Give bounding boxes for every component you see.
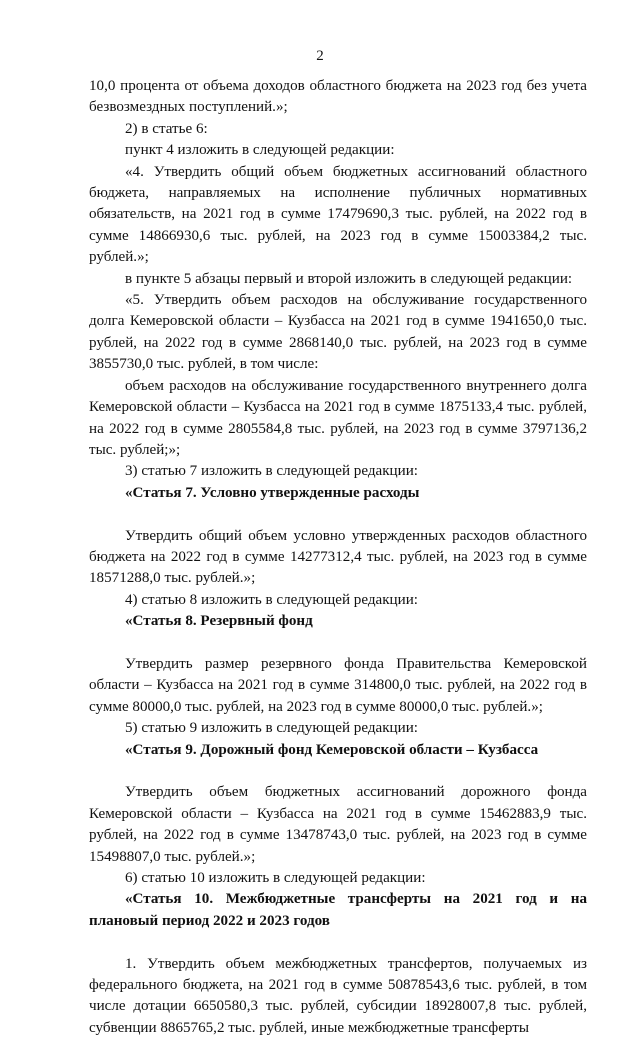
paragraph: в пункте 5 абзацы первый и второй изложить в следующей редакции: (125, 270, 573, 287)
paragraph: 4) статью 8 изложить в следующей редакции: (125, 591, 418, 608)
paragraph: Утвердить размер резервного фонда Правительства Кемеровской области – Кузбасса на 2021 год в сумме 314800,0 тыс. рублей, на 2022 год в сумме 80000,0 тыс. рублей, на 2023 год в сумме 80000,0 тыс. рублей.»; (89, 655, 587, 715)
paragraph: 10,0 процента от объема доходов областного бюджета на 2023 год без учета безвозмездных поступлений.»; (89, 78, 587, 116)
paragraph: объем расходов на обслуживание государственного внутреннего долга Кемеровской области – Кузбасса на 2021 год в сумме 1875133,4 тыс. рублей, на 2022 год в сумме 2805584,8 тыс. рублей, на 2023 год в сумме 3797136,2 тыс. рублей;»; (89, 377, 587, 458)
blank-line (89, 932, 587, 953)
paragraph: 6) статью 10 изложить в следующей редакции: (125, 869, 426, 886)
blank-line (89, 633, 587, 654)
article-heading: «Статья 9. Дорожный фонд Кемеровской области – Кузбасса (125, 741, 539, 758)
document-body (89, 76, 587, 1039)
article-heading: «Статья 8. Резервный фонд (125, 613, 313, 630)
page-number: 2 (316, 48, 324, 64)
paragraph: пункт 4 изложить в следующей редакции: (125, 142, 395, 159)
blank-line (89, 761, 587, 782)
article-heading: «Статья 10. Межбюджетные трансферты на 2021 год и на плановый период 2022 и 2023 годов (89, 891, 587, 929)
paragraph: 5) статью 9 изложить в следующей редакции: (125, 720, 418, 737)
paragraph: 2) в статье 6: (125, 120, 208, 137)
paragraph: Утвердить общий объем условно утвержденных расходов областного бюджета на 2022 год в сумме 14277312,4 тыс. рублей, на 2023 год в сумме 18571288,0 тыс. рублей.»; (89, 527, 587, 587)
paragraph: «5. Утвердить объем расходов на обслуживание государственного долга Кемеровской области – Кузбасса на 2021 год в сумме 1941650,0 тыс. рублей, на 2022 год в сумме 2868140,0 тыс. рублей, на 2023 год в сумме 3855730,0 тыс. рублей, в том числе: (89, 292, 587, 373)
paragraph: 3) статью 7 изложить в следующей редакции: (125, 463, 418, 480)
blank-line (89, 504, 587, 525)
paragraph: «4. Утвердить общий объем бюджетных ассигнований областного бюджета, направляемых на исполнение публичных нормативных обязательств, на 2021 год в сумме 17479690,3 тыс. рублей, на 2022 год в сумме 14866930,6 тыс. рублей, на 2023 год в сумме 15003384,2 тыс. рублей.»; (89, 163, 587, 266)
paragraph: Утвердить объем бюджетных ассигнований дорожного фонда Кемеровской области – Кузбасса на 2021 год в сумме 15462883,9 тыс. рублей, на 2022 год в сумме 13478743,0 тыс. рублей, на 2023 год в сумме 15498807,0 тыс. рублей.»; (89, 784, 587, 865)
article-heading: «Статья 7. Условно утвержденные расходы (125, 484, 420, 501)
paragraph: 1. Утвердить объем межбюджетных трансфертов, получаемых из федерального бюджета, на 2021 год в сумме 50878543,6 тыс. рублей, в том числе дотации 6650580,3 тыс. рублей, субсидии 18928007,8 тыс. рублей, субвенции 8865765,2 тыс. рублей, иные межбюджетные трансферты (89, 955, 587, 1036)
